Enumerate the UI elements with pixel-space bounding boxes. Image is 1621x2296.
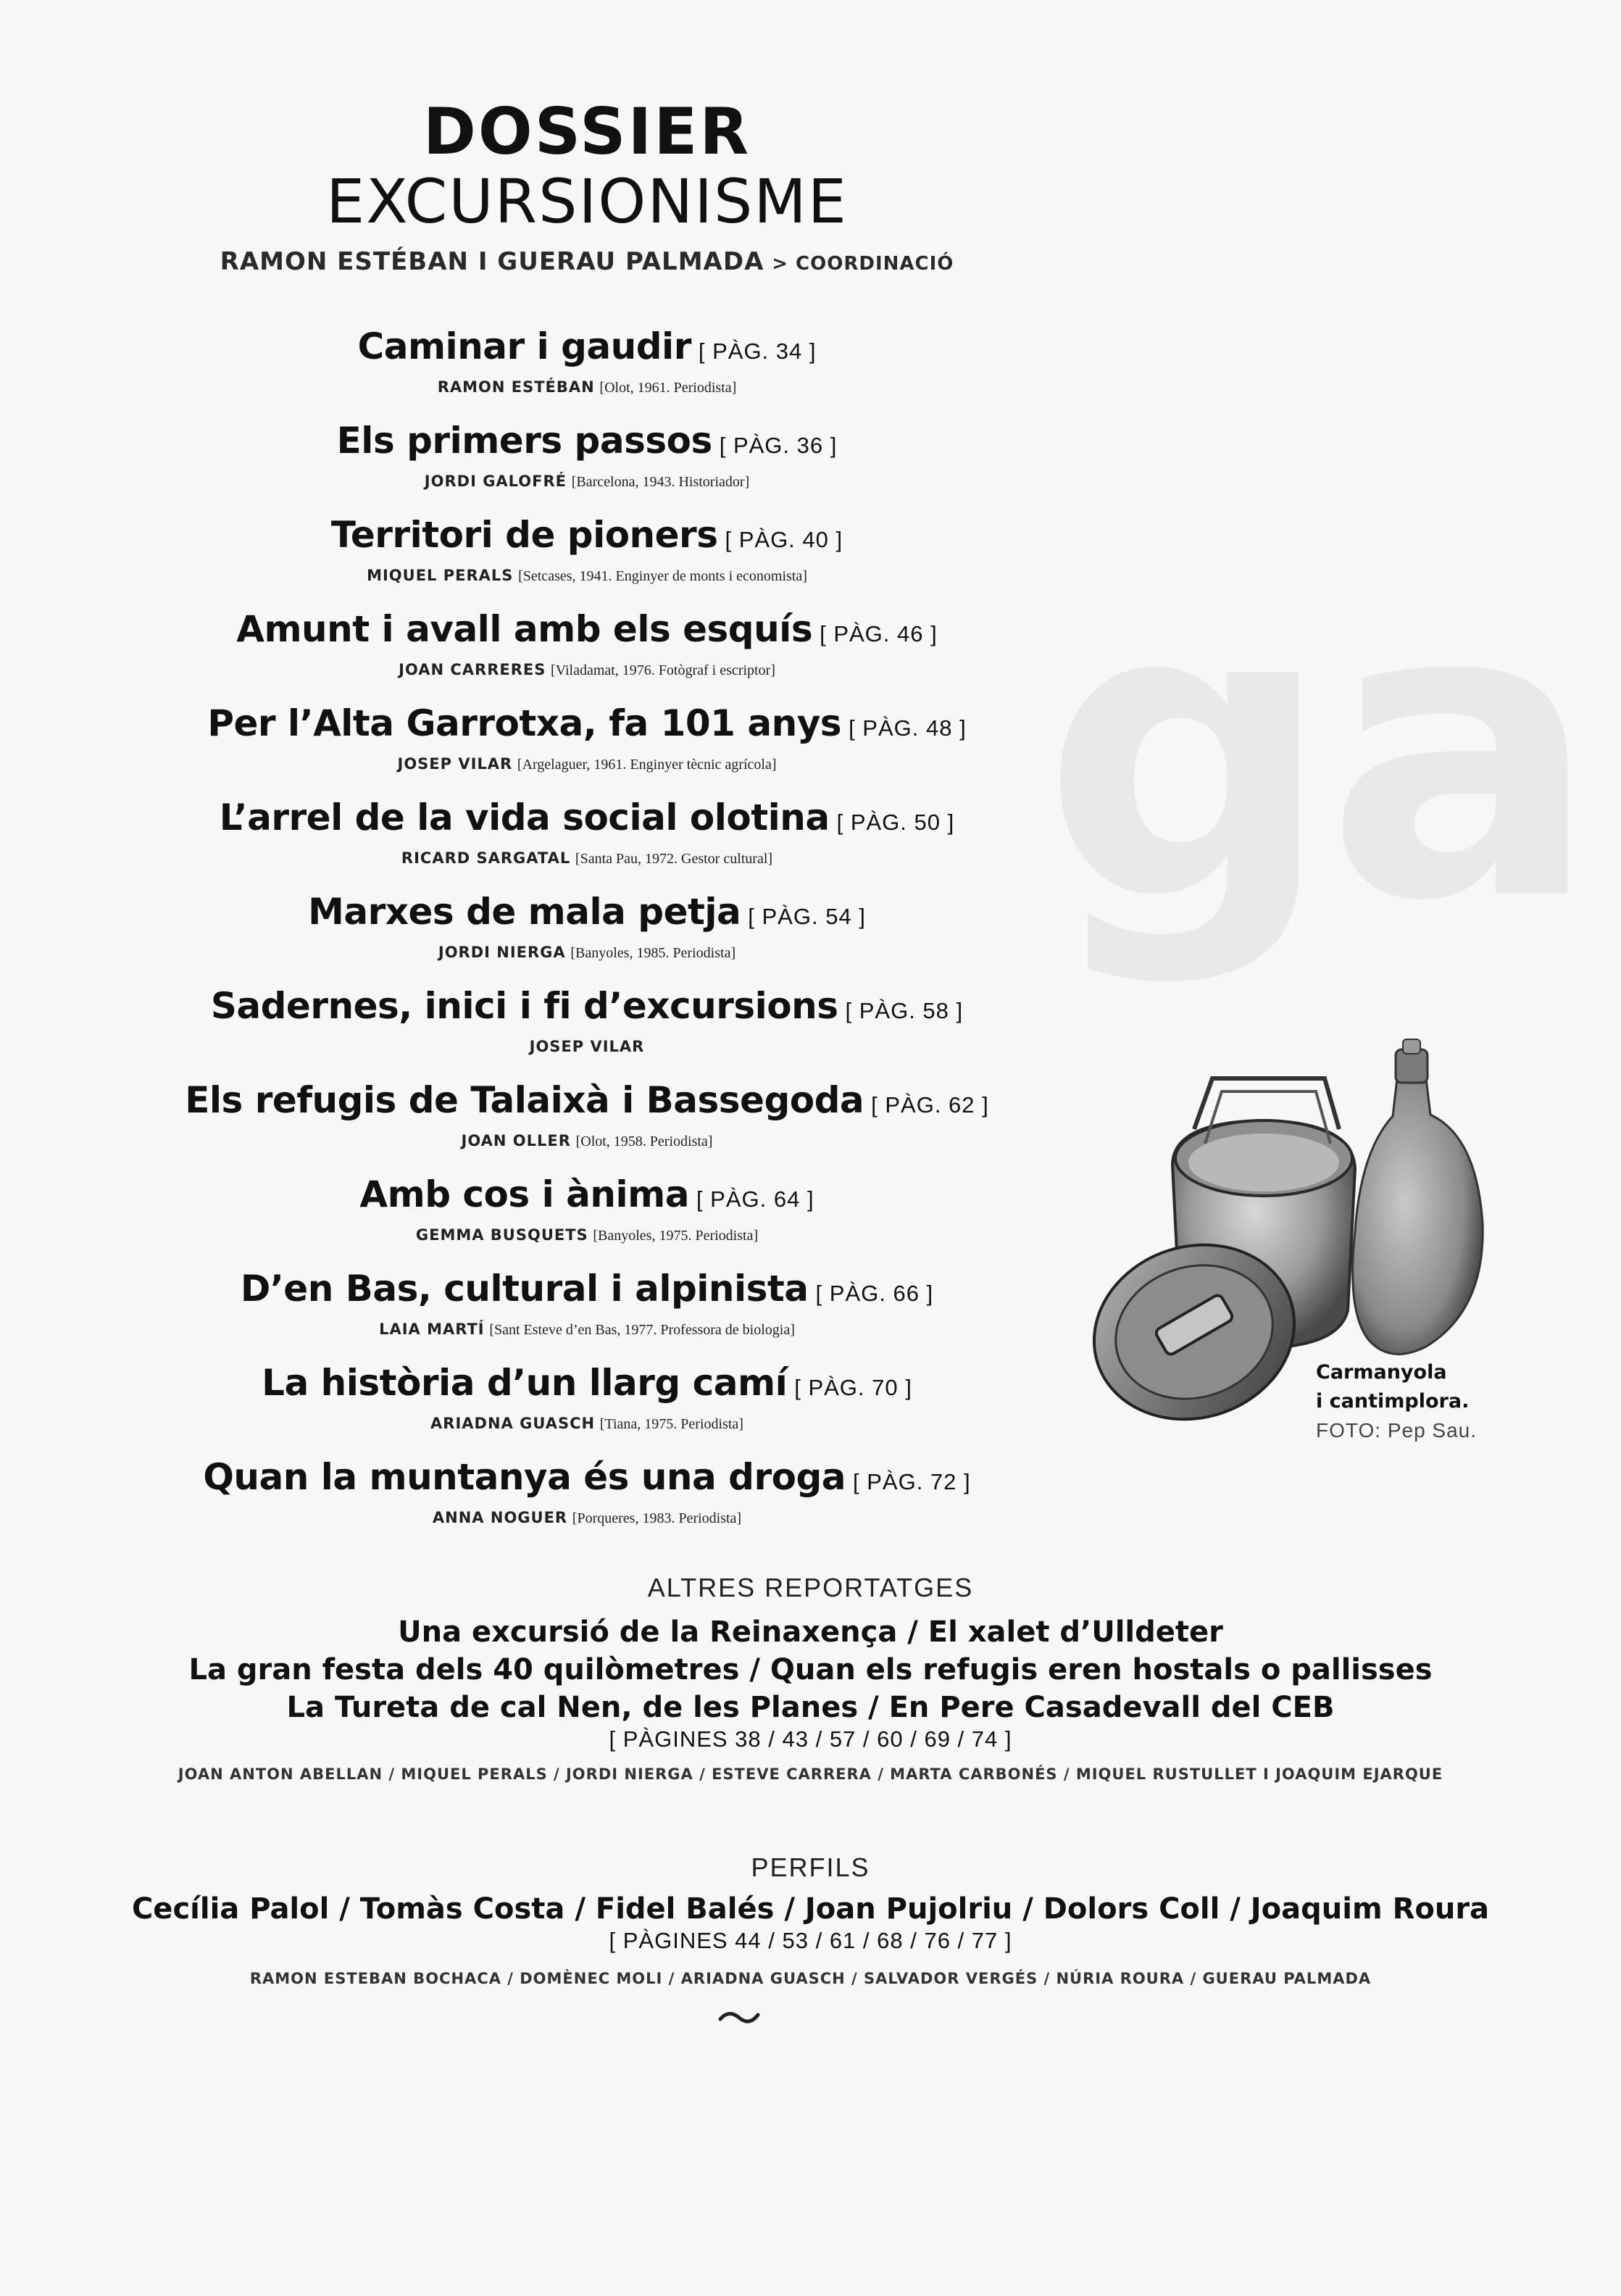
toc-entry[interactable] <box>0 512 1174 606</box>
entry-page: [ PÀG. 36 ] <box>719 433 838 458</box>
section-label: DOSSIER <box>422 94 751 169</box>
entry-title: Marxes de mala petja <box>308 891 741 933</box>
entry-page: [ PÀG. 46 ] <box>820 621 938 646</box>
entry-page: [ PÀG. 70 ] <box>794 1375 912 1400</box>
caption-line1: Carmanyola <box>1316 1361 1447 1384</box>
entry-page: [ PÀG. 48 ] <box>849 715 967 741</box>
other-reports-heading: ALTRES REPORTATGES <box>647 1573 974 1602</box>
entry-author: RICARD SARGATAL <box>401 849 571 867</box>
profiles-section <box>0 1852 1621 1987</box>
profiles-line[interactable]: Cecília Palol / Tomàs Costa / Fidel Balés / Joan Pujolriu / Dolors Coll / Joaquim Roura <box>131 1892 1490 1926</box>
entry-bio: [Barcelona, 1943. Historiador] <box>571 474 750 490</box>
entry-title: Amb cos i ànima <box>359 1173 689 1215</box>
entry-author: LAIA MARTÍ <box>379 1320 485 1338</box>
entry-bio: [Setcases, 1941. Enginyer de monts i economista] <box>518 568 807 584</box>
entry-author: JOSEP VILAR <box>529 1038 645 1055</box>
toc-entry[interactable] <box>0 983 1174 1077</box>
other-reports-section <box>0 1573 1621 1783</box>
entry-author: RAMON ESTÉBAN <box>437 378 595 396</box>
entry-page: [ PÀG. 72 ] <box>853 1469 971 1494</box>
profiles-authors: RAMON ESTEBAN BOCHACA / DOMÈNEC MOLI / ARIADNA GUASCH / SALVADOR VERGÉS / NÚRIA ROURA / GUERAU PALMADA <box>249 1970 1372 1987</box>
toc-entry[interactable] <box>0 1454 1174 1548</box>
end-ornament-icon <box>717 2006 761 2028</box>
toc-entry[interactable] <box>0 889 1174 983</box>
toc-entry[interactable] <box>0 417 1174 512</box>
photo-caption <box>1316 1358 1504 1446</box>
entry-author: ARIADNA GUASCH <box>430 1415 596 1432</box>
entry-title: Quan la muntanya és una droga <box>203 1456 846 1498</box>
entry-page: [ PÀG. 58 ] <box>845 998 964 1023</box>
entry-title: Els refugis de Talaixà i Bassegoda <box>185 1079 864 1121</box>
entry-bio: [Banyoles, 1975. Periodista] <box>593 1228 759 1244</box>
entry-author: JOAN CARRERES <box>399 661 546 678</box>
bleed-through-letters: ga <box>1042 517 1592 990</box>
entry-bio: [Sant Esteve d’en Bas, 1977. Professora de biologia] <box>489 1322 795 1338</box>
toc-entry[interactable] <box>0 1171 1174 1265</box>
entry-bio: [Porqueres, 1983. Periodista] <box>572 1510 742 1526</box>
entry-bio: [Viladamat, 1976. Fotògraf i escriptor] <box>551 662 775 678</box>
profiles-pages: [ PÀGINES 44 / 53 / 61 / 68 / 76 / 77 ] <box>609 1928 1012 1953</box>
toc-entry[interactable] <box>0 1265 1174 1360</box>
table-of-contents <box>0 323 1174 1548</box>
entry-bio: [Olot, 1961. Periodista] <box>599 380 737 396</box>
toc-entry[interactable] <box>0 794 1174 889</box>
other-reports-pages: [ PÀGINES 38 / 43 / 57 / 60 / 69 / 74 ] <box>609 1726 1012 1752</box>
entry-author: JOAN OLLER <box>461 1132 571 1149</box>
coordinators: RAMON ESTÉBAN I GUERAU PALMADA <box>220 247 764 276</box>
entry-author: JORDI NIERGA <box>438 944 566 961</box>
entry-page: [ PÀG. 40 ] <box>725 527 843 552</box>
entry-page: [ PÀG. 54 ] <box>748 904 866 929</box>
entry-author: JORDI GALOFRÉ <box>424 473 567 490</box>
entry-bio: [Tiana, 1975. Periodista] <box>599 1416 743 1432</box>
entry-page: [ PÀG. 62 ] <box>871 1092 989 1118</box>
toc-entry[interactable] <box>0 323 1174 417</box>
entry-page: [ PÀG. 64 ] <box>696 1186 814 1212</box>
other-reports-line[interactable]: La Tureta de cal Nen, de les Planes / En Pere Casadevall del CEB <box>286 1691 1335 1724</box>
entry-author: MIQUEL PERALS <box>367 567 514 584</box>
entry-bio: [Banyoles, 1985. Periodista] <box>570 945 736 961</box>
entry-bio: [Santa Pau, 1972. Gestor cultural] <box>575 851 773 867</box>
entry-author: ANNA NOGUER <box>432 1509 568 1526</box>
entry-page: [ PÀG. 34 ] <box>698 338 817 364</box>
caption-line2: i cantimplora. <box>1316 1390 1470 1413</box>
other-reports-line[interactable]: La gran festa dels 40 quilòmetres / Quan els refugis eren hostals o pallisses <box>188 1653 1433 1686</box>
coordinators-role: > COORDINACIÓ <box>772 253 954 275</box>
toc-entry[interactable] <box>0 1360 1174 1454</box>
toc-entry[interactable] <box>0 700 1174 794</box>
entry-title: Amunt i avall amb els esquís <box>236 608 813 650</box>
other-reports-line[interactable]: Una excursió de la Reinaxença / El xalet d’Ulldeter <box>398 1615 1223 1649</box>
dossier-topic: EXCURSIONISME <box>326 166 848 237</box>
photo-credit: FOTO: Pep Sau. <box>1316 1419 1478 1442</box>
profiles-heading: PERFILS <box>751 1852 870 1882</box>
entry-title: Els primers passos <box>336 420 712 462</box>
entry-title: Per l’Alta Garrotxa, fa 101 anys <box>207 702 842 744</box>
toc-entry[interactable] <box>0 1077 1174 1171</box>
coordinators-line <box>0 249 1174 274</box>
entry-title: D’en Bas, cultural i alpinista <box>240 1268 809 1310</box>
entry-bio: [Argelaguer, 1961. Enginyer tècnic agrícola] <box>517 757 777 773</box>
toc-entry[interactable] <box>0 606 1174 700</box>
entry-title: Sadernes, inici i fi d’excursions <box>210 985 838 1027</box>
entry-title: Territori de pioners <box>330 514 718 556</box>
entry-page: [ PÀG. 66 ] <box>815 1281 934 1306</box>
entry-page: [ PÀG. 50 ] <box>836 810 955 835</box>
entry-title: La història d’un llarg camí <box>262 1362 788 1404</box>
entry-author: JOSEP VILAR <box>397 755 513 773</box>
entry-title: L’arrel de la vida social olotina <box>219 796 830 839</box>
entry-title: Caminar i gaudir <box>357 325 691 367</box>
other-reports-authors: JOAN ANTON ABELLAN / MIQUEL PERALS / JORDI NIERGA / ESTEVE CARRERA / MARTA CARBONÉS / MIQUEL RUSTULLET I JOAQUIM EJARQUE <box>178 1765 1443 1783</box>
entry-author: GEMMA BUSQUETS <box>415 1226 588 1244</box>
entry-bio: [Olot, 1958. Periodista] <box>575 1134 713 1149</box>
